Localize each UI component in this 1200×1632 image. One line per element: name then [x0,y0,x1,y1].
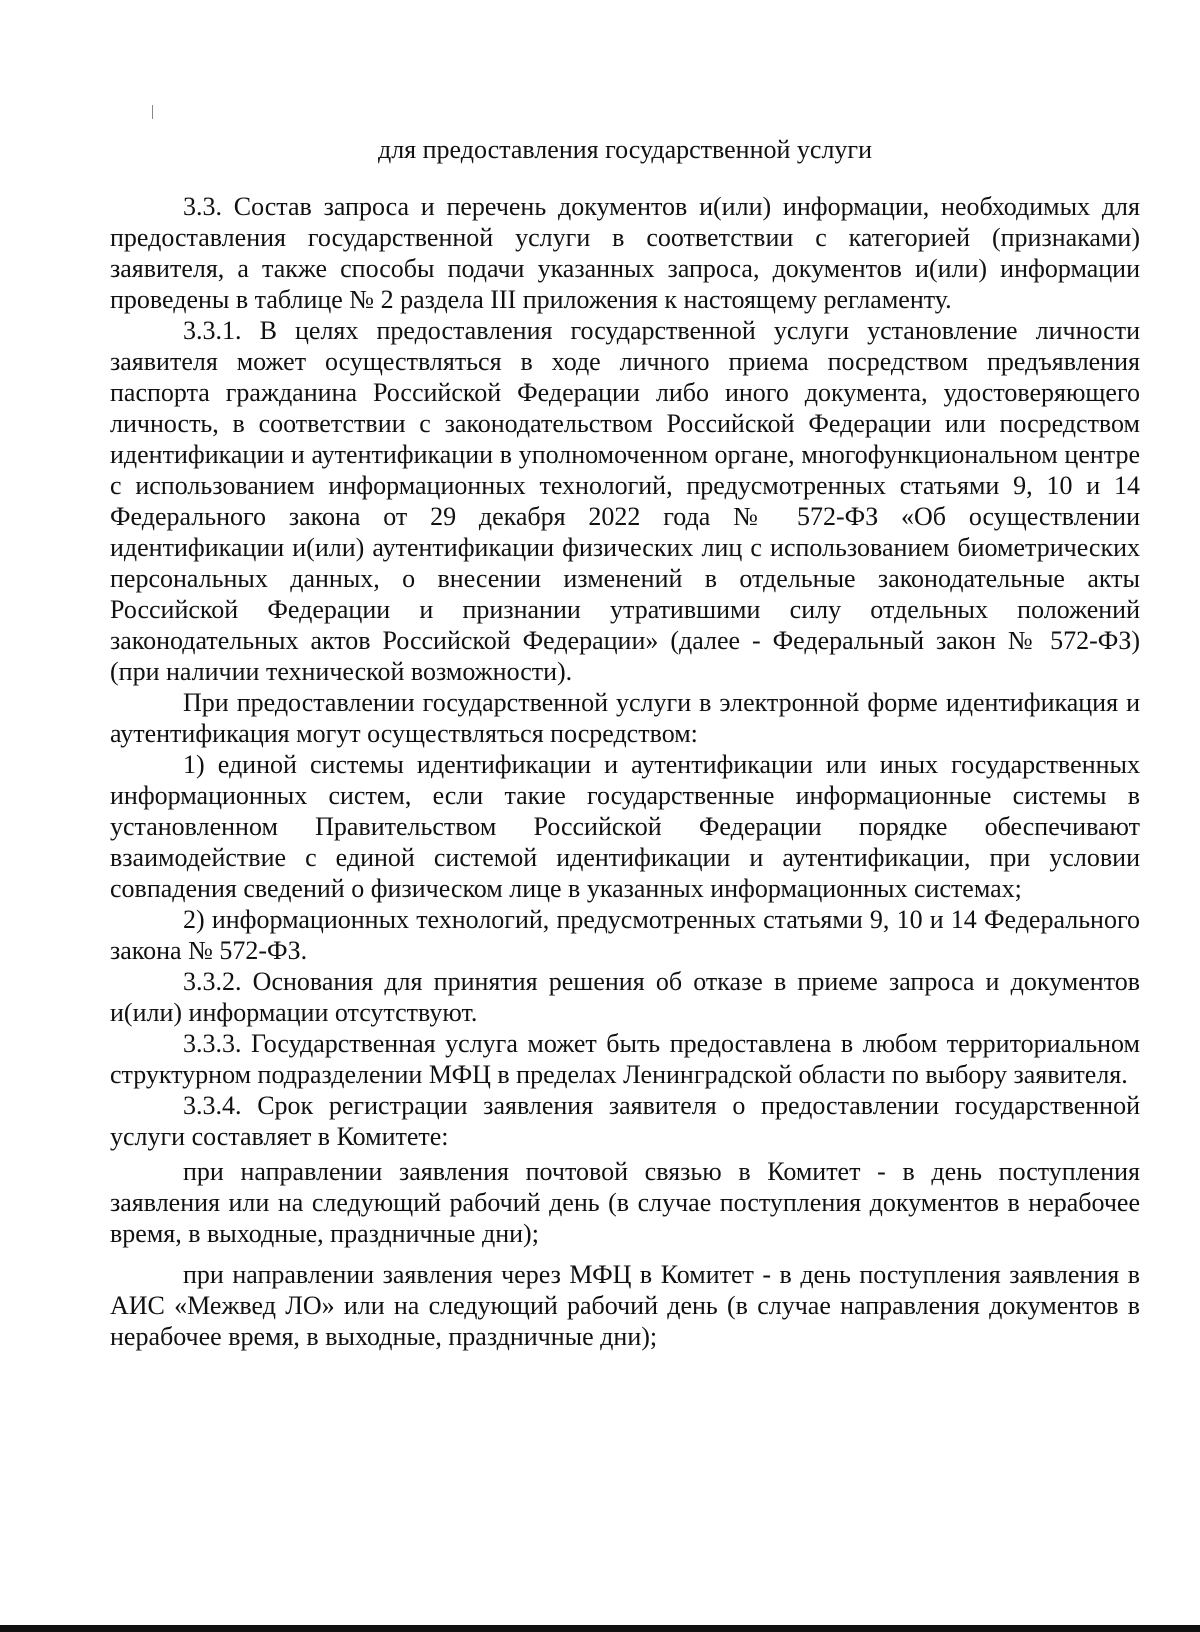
paragraph-postal: при направлении заявления почтовой связью в Комитет - в день поступления заявления или на следующий рабочий день (в случае поступления документов в нерабочее время, в выходные, праздничные дни); [110,1157,1140,1248]
scan-artifact [152,105,153,119]
scan-bottom-edge [0,1625,1200,1632]
document-body [110,134,1140,1352]
paragraph-mfc: при направлении заявления через МФЦ в Комитет - в день поступления заявления в АИС «Межвед ЛО» или на следующий рабочий день (в случае направления документов в нерабочее время, в выходные, праздничные дни); [110,1260,1140,1351]
paragraph-3-3-3: 3.3.3. Государственная услуга может быть предоставлена в любом территориальном структурном подразделении МФЦ в пределах Ленинградской области по выбору заявителя. [110,1029,1140,1089]
list-item-2: 2) информационных технологий, предусмотренных статьями 9, 10 и 14 Федерального закона № 572-ФЗ. [110,905,1140,965]
list-item-1: 1) единой системы идентификации и аутентификации или иных государственных информационных систем, если такие государственные информационные системы в установленном Правительством Российской Федерации порядке обеспечивают взаимодействие с единой системой идентификации и аутентификации, при условии совпадения сведений о физическом лице в указанных информационных системах; [110,750,1140,903]
paragraph-3-3-1: 3.3.1. В целях предоставления государственной услуги установление личности заявителя может осуществляться в ходе личного приема посредством предъявления паспорта гражданина Российской Федерации либо иного документа, удостоверяющего личность, в соответствии с законодательством Российской Федерации или посредством идентификации и аутентификации в уполномоченном органе, многофункциональном центре с использованием информационных технологий, предусмотренных статьями 9, 10 и 14 Федерального закона от 29 декабря 2022 года № 572-ФЗ «Об осуществлении идентификации и(или) аутентификации физических лиц с использованием биометрических персональных данных, о внесении изменений в отдельные законодательные акты Российской Федерации и признании утратившими силу отдельных положений законодательных актов Российской Федерации» (далее - Федеральный закон № 572-ФЗ) (при наличии технической возможности). [110,316,1140,686]
paragraph-3-3-4: 3.3.4. Срок регистрации заявления заявителя о предоставлении государственной услуги составляет в Комитете: [110,1091,1140,1151]
paragraph-3-3-2: 3.3.2. Основания для принятия решения об отказе в приеме запроса и документов и(или) информации отсутствуют. [110,967,1140,1027]
paragraph-3-3: 3.3. Состав запроса и перечень документов и(или) информации, необходимых для предоставления государственной услуги в соответствии с категорией (признаками) заявителя, а также способы подачи указанных запроса, документов и(или) информации проведены в таблице № 2 раздела III приложения к настоящему регламенту. [110,192,1140,314]
paragraph-electronic-form: При предоставлении государственной услуги в электронной форме идентификация и аутентификация могут осуществляться посредством: [110,688,1140,748]
document-heading: для предоставления государственной услуги [377,135,873,164]
